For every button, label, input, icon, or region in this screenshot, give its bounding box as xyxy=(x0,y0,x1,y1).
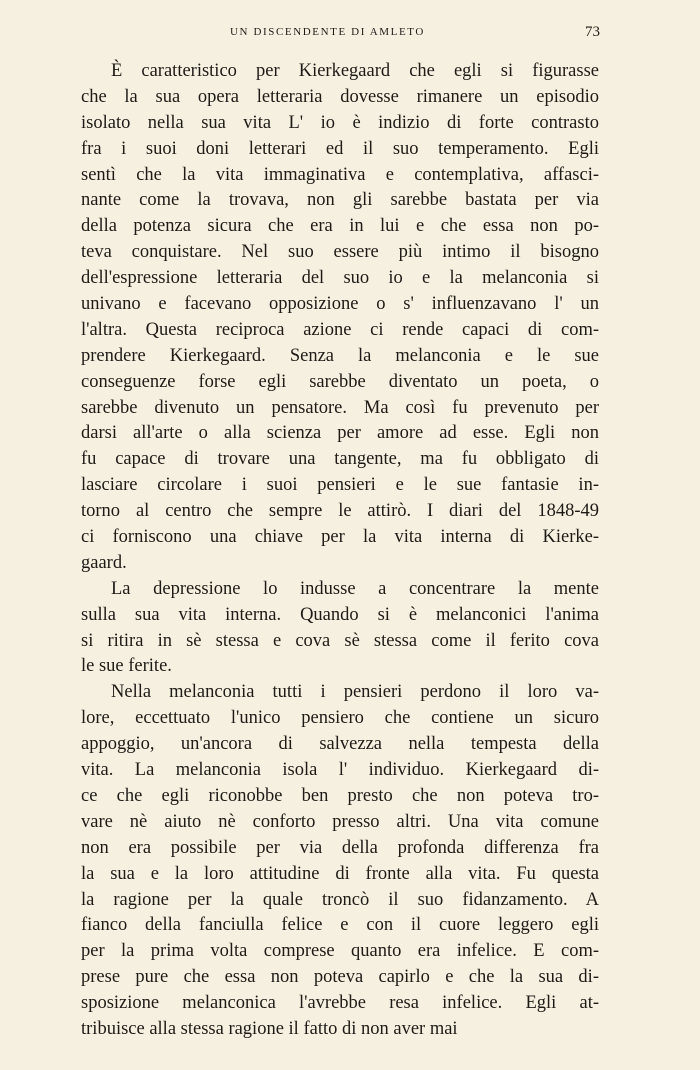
text-line: ci forniscono una chiave per la vita interna di Kierke- xyxy=(81,527,599,548)
page-number: 73 xyxy=(585,24,600,40)
text-line: univano e facevano opposizione o s' influenzavano l' un xyxy=(81,294,599,315)
page-header xyxy=(0,24,700,46)
text-line: la ragione per la quale troncò il suo fidanzamento. A xyxy=(81,889,599,910)
text-line: tribuisce alla stessa ragione il fatto di non aver mai xyxy=(81,1018,458,1039)
text-line: l'altra. Questa reciproca azione ci rende capaci di com- xyxy=(81,319,599,340)
text-line: lasciare circolare i suoi pensieri e le sue fantasie in- xyxy=(81,475,599,496)
body-text xyxy=(81,59,599,1043)
text-line: La depressione lo indusse a concentrare la mente xyxy=(111,578,599,599)
text-line: Nella melanconia tutti i pensieri perdono il loro va- xyxy=(111,682,599,703)
text-line: dell'espressione letteraria del suo io e la melanconia si xyxy=(81,268,599,289)
text-line: non era possibile per via della profonda differenza fra xyxy=(81,837,599,858)
text-line: per la prima volta comprese quanto era infelice. E com- xyxy=(81,941,599,962)
running-title: UN DISCENDENTE DI AMLETO xyxy=(230,26,425,38)
text-line: prese pure che essa non poteva capirlo e che la sua di- xyxy=(81,967,599,988)
text-line: È caratteristico per Kierkegaard che egli si figurasse xyxy=(111,61,599,81)
text-line: della potenza sicura che era in lui e che essa non po- xyxy=(81,216,599,237)
text-line: isolato nella sua vita L' io è indizio di forte contrasto xyxy=(81,112,599,133)
text-line: fu capace di trovare una tangente, ma fu obbligato di xyxy=(81,449,599,470)
text-line: nante come la trovava, non gli sarebbe bastata per via xyxy=(81,190,599,211)
text-line: che la sua opera letteraria dovesse rimanere un episodio xyxy=(81,86,599,107)
text-line: sarebbe divenuto un pensatore. Ma così fu prevenuto per xyxy=(81,397,599,418)
text-line: darsi all'arte o alla scienza per amore ad esse. Egli non xyxy=(81,423,599,444)
paragraph xyxy=(81,680,599,1042)
text-line: prendere Kierkegaard. Senza la melanconia e le sue xyxy=(81,345,599,366)
text-line: le sue ferite. xyxy=(81,656,172,677)
text-line: la sua e la loro attitudine di fronte alla vita. Fu questa xyxy=(81,863,599,884)
text-line: si ritira in sè stessa e cova sè stessa come il ferito cova xyxy=(81,630,599,651)
text-line: appoggio, un'ancora di salvezza nella tempesta della xyxy=(81,734,599,755)
text-line: teva conquistare. Nel suo essere più intimo il bisogno xyxy=(81,242,599,263)
text-line: vita. La melanconia isola l' individuo. Kierkegaard di- xyxy=(81,760,599,781)
text-line: vare nè aiuto nè conforto presso altri. Una vita comune xyxy=(81,811,599,832)
text-line: gaard. xyxy=(81,552,127,573)
text-line: torno al centro che sempre le attirò. I diari del 1848-49 xyxy=(81,501,599,522)
text-line: conseguenze forse egli sarebbe diventato un poeta, o xyxy=(81,371,599,392)
text-line: lore, eccettuato l'unico pensiero che contiene un sicuro xyxy=(81,708,599,729)
text-line: fra i suoi doni letterari ed il suo temperamento. Egli xyxy=(81,138,599,159)
text-line: fianco della fanciulla felice e con il cuore leggero egli xyxy=(81,915,599,936)
text-line: sposizione melanconica l'avrebbe resa infelice. Egli at- xyxy=(81,993,599,1014)
paragraph xyxy=(81,59,599,577)
text-line: sulla sua vita interna. Quando si è melanconici l'anima xyxy=(81,604,599,625)
paragraph xyxy=(81,577,599,681)
text-line: sentì che la vita immaginativa e contemplativa, affasci- xyxy=(81,164,599,185)
text-line: ce che egli riconobbe ben presto che non poteva tro- xyxy=(81,785,599,806)
